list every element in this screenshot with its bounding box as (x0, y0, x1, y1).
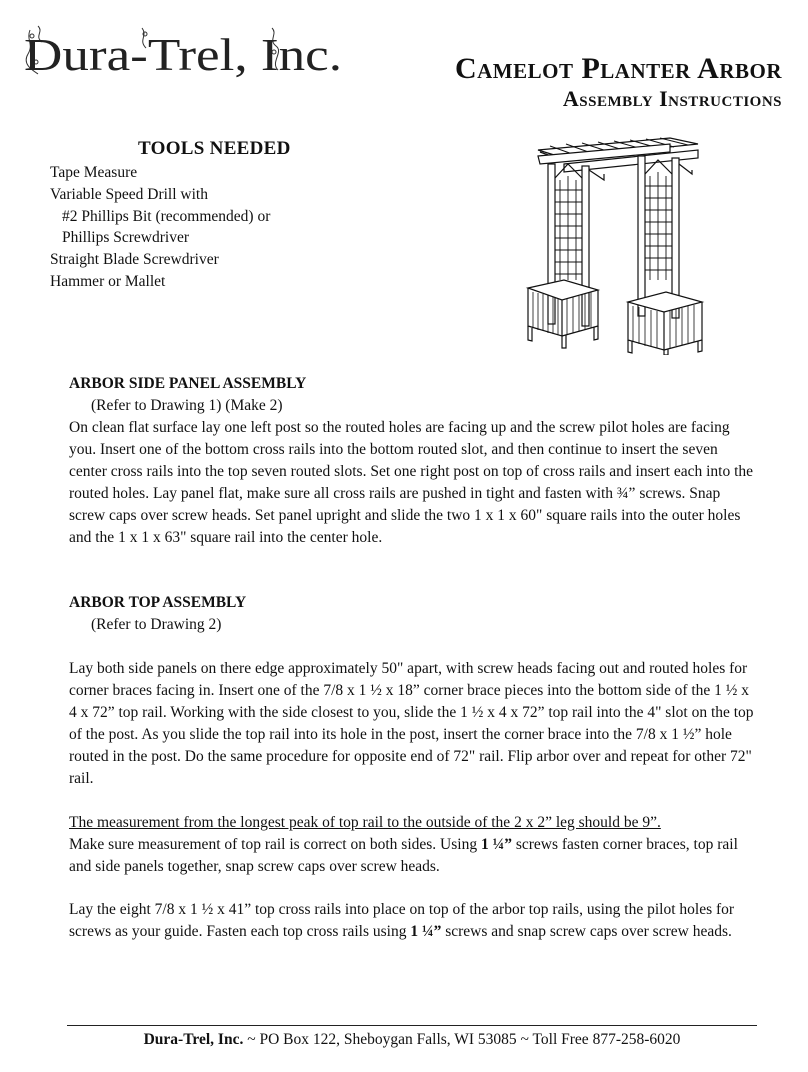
company-logo (24, 22, 344, 82)
tools-needed (50, 138, 350, 293)
measurement-note: The measurement from the longest peak of top rail to the outside of the 2 x 2” leg should be 9”. (69, 814, 661, 831)
text-run: screws and snap screw caps over screw heads. (441, 923, 732, 940)
list-item: Variable Speed Drill with (50, 185, 208, 203)
arbor-illustration (520, 130, 720, 355)
title-line-1: Camelot Planter Arbor (454, 52, 782, 85)
footer (67, 1030, 757, 1050)
side-panel-section (69, 373, 759, 549)
list-item: #2 Phillips Bit (recommended) or (62, 207, 271, 225)
document-title (455, 52, 782, 112)
footer-divider (67, 1025, 757, 1026)
title-line-2: Assembly Instructions (562, 86, 782, 111)
paragraph (69, 812, 759, 878)
text-run: Make sure measurement of top rail is correct on both sides. Using (69, 836, 481, 853)
list-item: Straight Blade Screwdriver (50, 251, 219, 269)
screw-size: 1 ¼” (410, 923, 442, 940)
paragraph (69, 658, 759, 790)
list-item: Phillips Screwdriver (62, 229, 189, 247)
screw-size: 1 ¼” (480, 836, 512, 853)
section-body: On clean flat surface lay one left post so the routed holes are facing up and the screw pilot holes are facing you. Insert one of the bottom cross rails into the bottom routed slot, and then continue to insert the seven center cross rails into the top seven routed slots. Set one right post on top of cross rails and insert each into the routed holes. Lay panel flat, make sure all cross rails are pushed in tight and fasten with ¾” screws. Snap screw caps over screw heads. Set panel upright and slide the two 1 x 1 x 60" square rails into the outer holes and the 1 x 1 x 63" square rail into the center hole. (69, 419, 754, 546)
footer-company: Dura-Trel, Inc. (143, 1031, 244, 1048)
list-item: Hammer or Mallet (50, 272, 166, 290)
list-item: Tape Measure (50, 164, 138, 181)
paragraph (69, 899, 759, 943)
top-assembly-section (69, 592, 759, 636)
drawing-reference: (Refer to Drawing 2) (91, 616, 222, 633)
paragraph-text (69, 899, 759, 943)
section-heading: ARBOR TOP ASSEMBLY (69, 594, 247, 611)
paragraph-text: Lay both side panels on there edge approximately 50" apart, with screw heads facing out and routed holes for corner braces facing in. Insert one of the 7/8 x 1 ½ x 18” corner brace pieces into the bottom side of the 1 ½ x 4 x 72” top rail. Working with the side closest to you, slide the 1 ½ x 4 x 72” top rail into the 4" slot on the top of the post. As you slide the top rail into its hole in the post, insert the corner brace into the 7/8 x 1 ½” hole routed in the post. Do the same procedure for opposite end of 72" rail. Flip arbor over and repeat for other 72" rail. (69, 660, 754, 787)
text-run: Lay the eight 7/8 x 1 ½ x 41” top cross rails into place on top of the arbor top rails, using the pilot holes for screws as your guide. Fasten each top cross rails using (69, 901, 735, 940)
tools-list (50, 162, 350, 293)
paragraph-text (69, 834, 759, 878)
footer-address: ~ PO Box 122, Sheboygan Falls, WI 53085 ~ Toll Free 877-258-6020 (243, 1031, 681, 1048)
drawing-reference: (Refer to Drawing 1) (Make 2) (91, 397, 283, 414)
logo-text: Dura-Trel, Inc. (24, 29, 342, 80)
text-run: screws fasten corner braces, top rail and side panels together, snap screw caps over screw heads. (69, 836, 738, 875)
section-heading: ARBOR SIDE PANEL ASSEMBLY (69, 375, 307, 392)
tools-heading: TOOLS NEEDED (138, 138, 291, 159)
